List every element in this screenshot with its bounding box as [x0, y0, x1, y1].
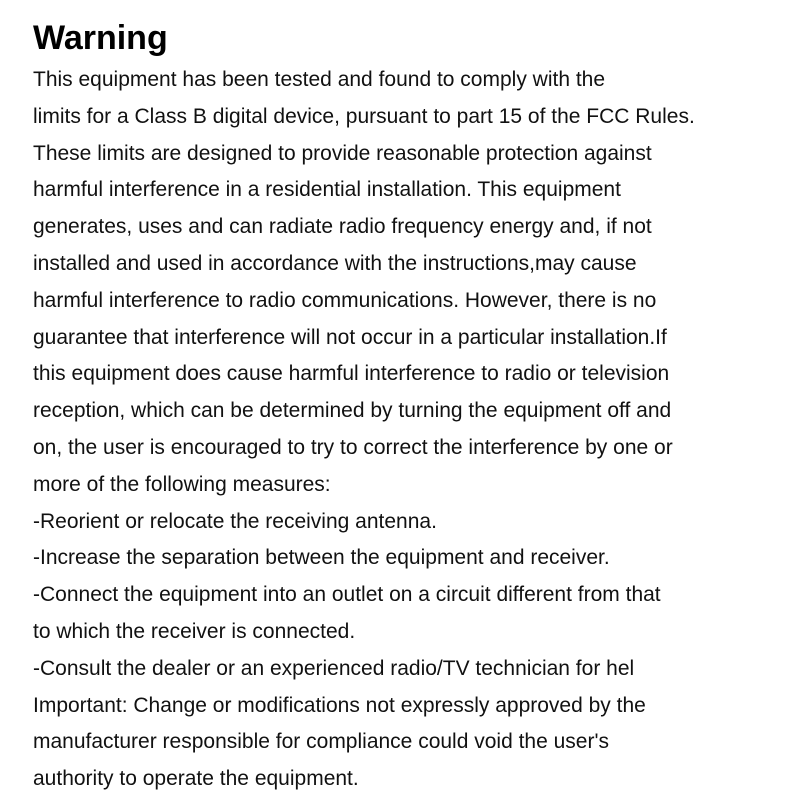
list-item-measure: -Reorient or relocate the receiving antenna. — [33, 509, 437, 533]
important-note-line: authority to operate the equipment. — [33, 767, 359, 791]
important-note-line: Important: Change or modifications not expressly approved by the — [33, 693, 646, 717]
warning-body — [33, 62, 793, 798]
text-line: guarantee that interference will not occur in a particular installation.If — [33, 325, 667, 349]
text-line: this equipment does cause harmful interference to radio or television — [33, 362, 670, 386]
text-line: harmful interference in a residential installation. This equipment — [33, 178, 621, 202]
warning-document — [33, 18, 793, 798]
important-note-line: manufacturer responsible for compliance could void the user's — [33, 730, 609, 754]
text-line: installed and used in accordance with the instructions,may cause — [33, 251, 637, 275]
list-item-measure: -Connect the equipment into an outlet on a circuit different from that — [33, 583, 661, 607]
text-line: to which the receiver is connected. — [33, 619, 356, 643]
text-line: reception, which can be determined by turning the equipment off and — [33, 399, 672, 423]
warning-title: Warning — [33, 19, 168, 57]
list-item-measure: -Increase the separation between the equipment and receiver. — [33, 546, 610, 570]
text-line: harmful interference to radio communications. However, there is no — [33, 288, 657, 312]
text-line: These limits are designed to provide reasonable protection against — [33, 141, 652, 165]
text-line: generates, uses and can radiate radio frequency energy and, if not — [33, 215, 652, 239]
text-line: limits for a Class B digital device, pursuant to part 15 of the FCC Rules. — [33, 104, 695, 128]
list-item-measure: -Consult the dealer or an experienced radio/TV technician for hel — [33, 656, 635, 680]
text-line: on, the user is encouraged to try to correct the interference by one or — [33, 435, 673, 459]
text-line: This equipment has been tested and found to comply with the — [33, 68, 606, 91]
text-line: more of the following measures: — [33, 472, 331, 496]
